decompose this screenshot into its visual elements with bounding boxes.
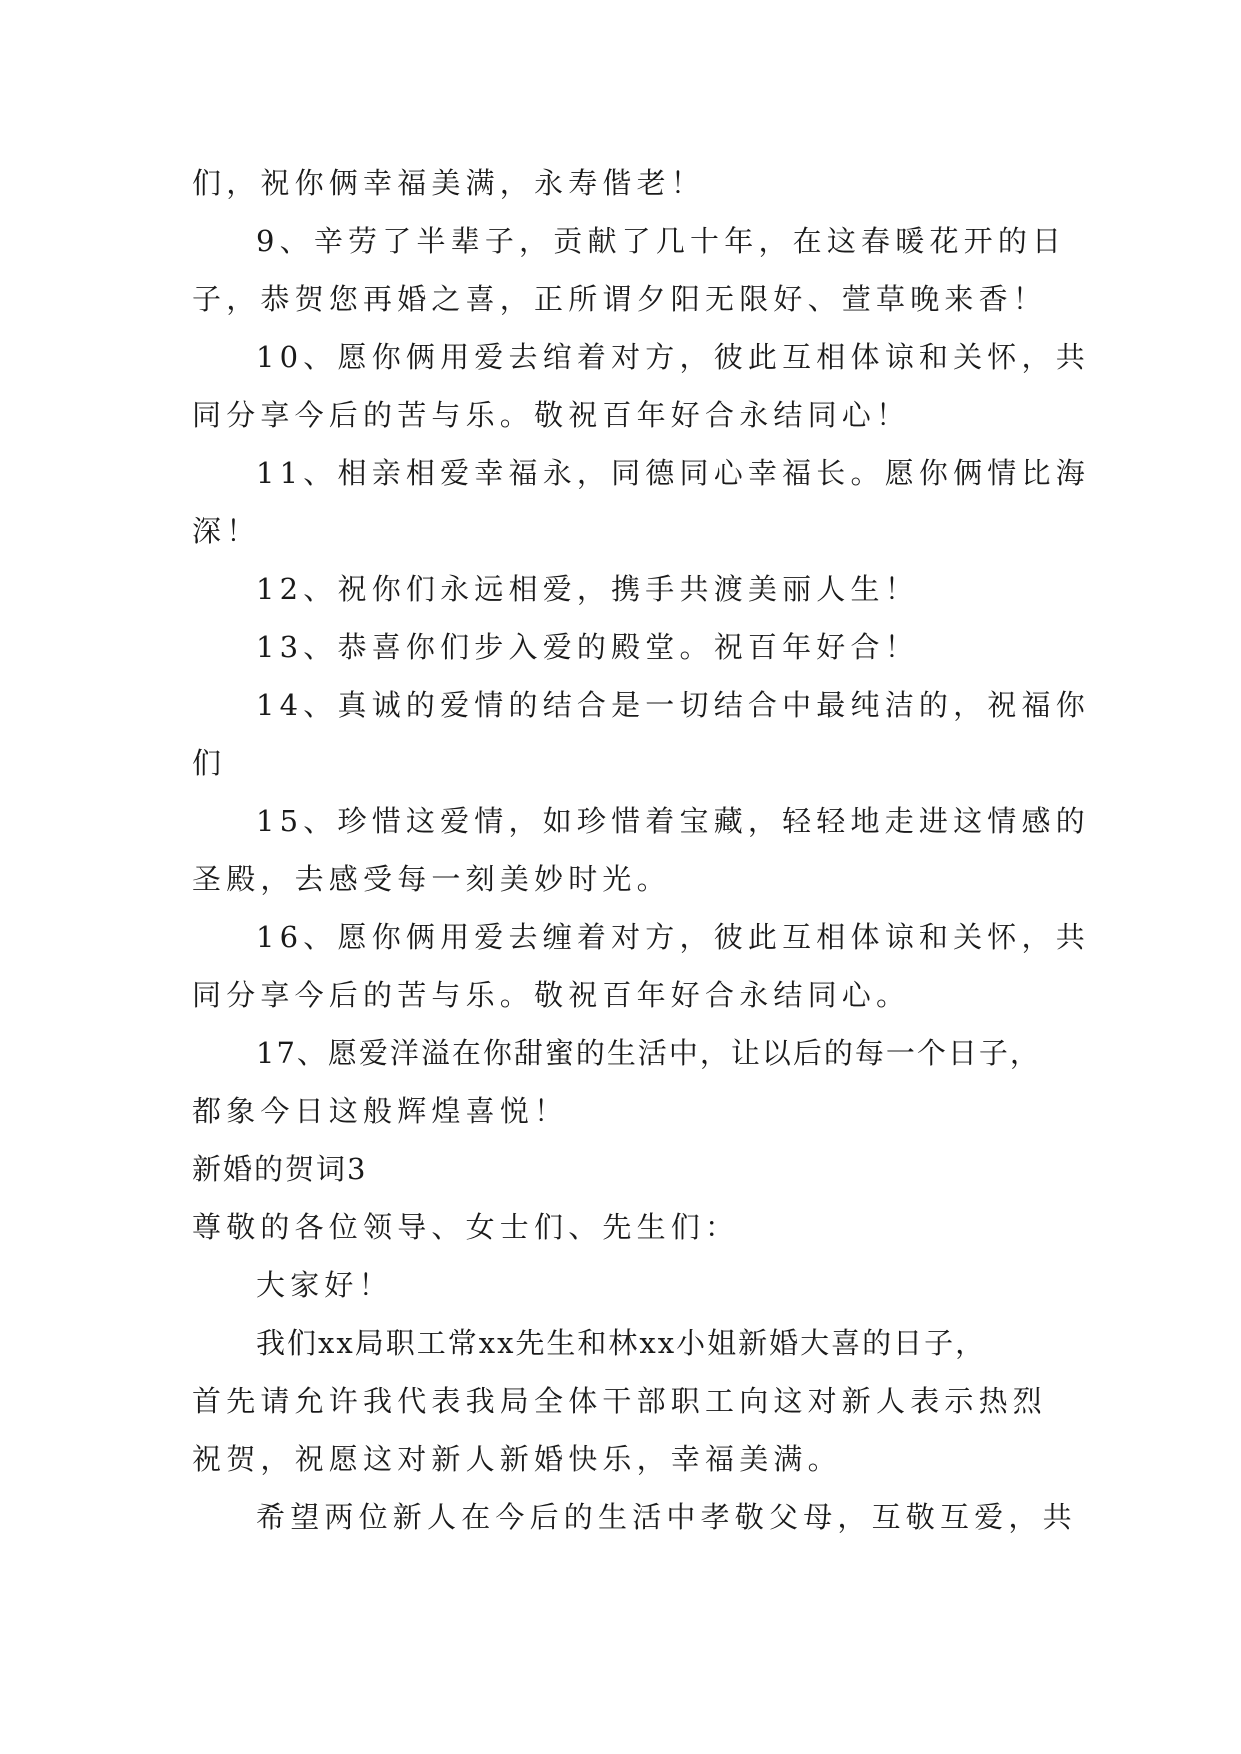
list-item-16: 16、愿你俩用爱去缠着对方，彼此互相体谅和关怀，共 xyxy=(256,920,1090,954)
list-item-10: 10、愿你俩用爱去绾着对方，彼此互相体谅和关怀，共 xyxy=(256,340,1090,374)
document-body xyxy=(192,154,1090,1546)
section-heading: 新婚的贺词3 xyxy=(192,1152,368,1186)
text-line: 们，祝你俩幸福美满，永寿偕老！ xyxy=(192,166,706,200)
text-line: 圣殿，去感受每一刻美妙时光。 xyxy=(192,862,671,896)
text-line: 深！ xyxy=(192,514,261,548)
text-line: 同分享今后的苦与乐。敬祝百年好合永结同心。 xyxy=(192,978,911,1012)
list-item-12: 12、祝你们永远相爱，携手共渡美丽人生！ xyxy=(256,572,919,606)
text-line: 都象今日这般辉煌喜悦！ xyxy=(192,1094,569,1128)
greeting: 大家好！ xyxy=(256,1268,393,1302)
text-line: 们 xyxy=(192,746,227,780)
list-item-14: 14、真诚的爱情的结合是一切结合中最纯洁的，祝福你 xyxy=(256,688,1090,722)
paragraph-line: 祝贺，祝愿这对新人新婚快乐，幸福美满。 xyxy=(192,1442,842,1476)
paragraph-line: 我们xx局职工常xx先生和林xx小姐新婚大喜的日子， xyxy=(256,1326,987,1360)
list-item-15: 15、珍惜这爱情，如珍惜着宝藏，轻轻地走进这情感的 xyxy=(256,804,1090,838)
text-line: 同分享今后的苦与乐。敬祝百年好合永结同心！ xyxy=(192,398,911,432)
paragraph-line: 希望两位新人在今后的生活中孝敬父母，互敬互爱，共 xyxy=(256,1500,1077,1534)
list-item-11: 11、相亲相爱幸福永，同德同心幸福长。愿你俩情比海 xyxy=(256,456,1090,490)
list-item-13: 13、恭喜你们步入爱的殿堂。祝百年好合！ xyxy=(256,630,919,664)
list-item-17: 17、愿爱洋溢在你甜蜜的生活中，让以后的每一个日子， xyxy=(256,1036,1041,1070)
paragraph-line: 首先请允许我代表我局全体干部职工向这对新人表示热烈 xyxy=(192,1384,1048,1418)
list-item-9: 9、辛劳了半辈子，贡献了几十年，在这春暖花开的日 xyxy=(256,224,1067,258)
salutation: 尊敬的各位领导、女士们、先生们： xyxy=(192,1210,740,1244)
text-line: 子，恭贺您再婚之喜，正所谓夕阳无限好、萱草晚来香！ xyxy=(192,282,1048,316)
